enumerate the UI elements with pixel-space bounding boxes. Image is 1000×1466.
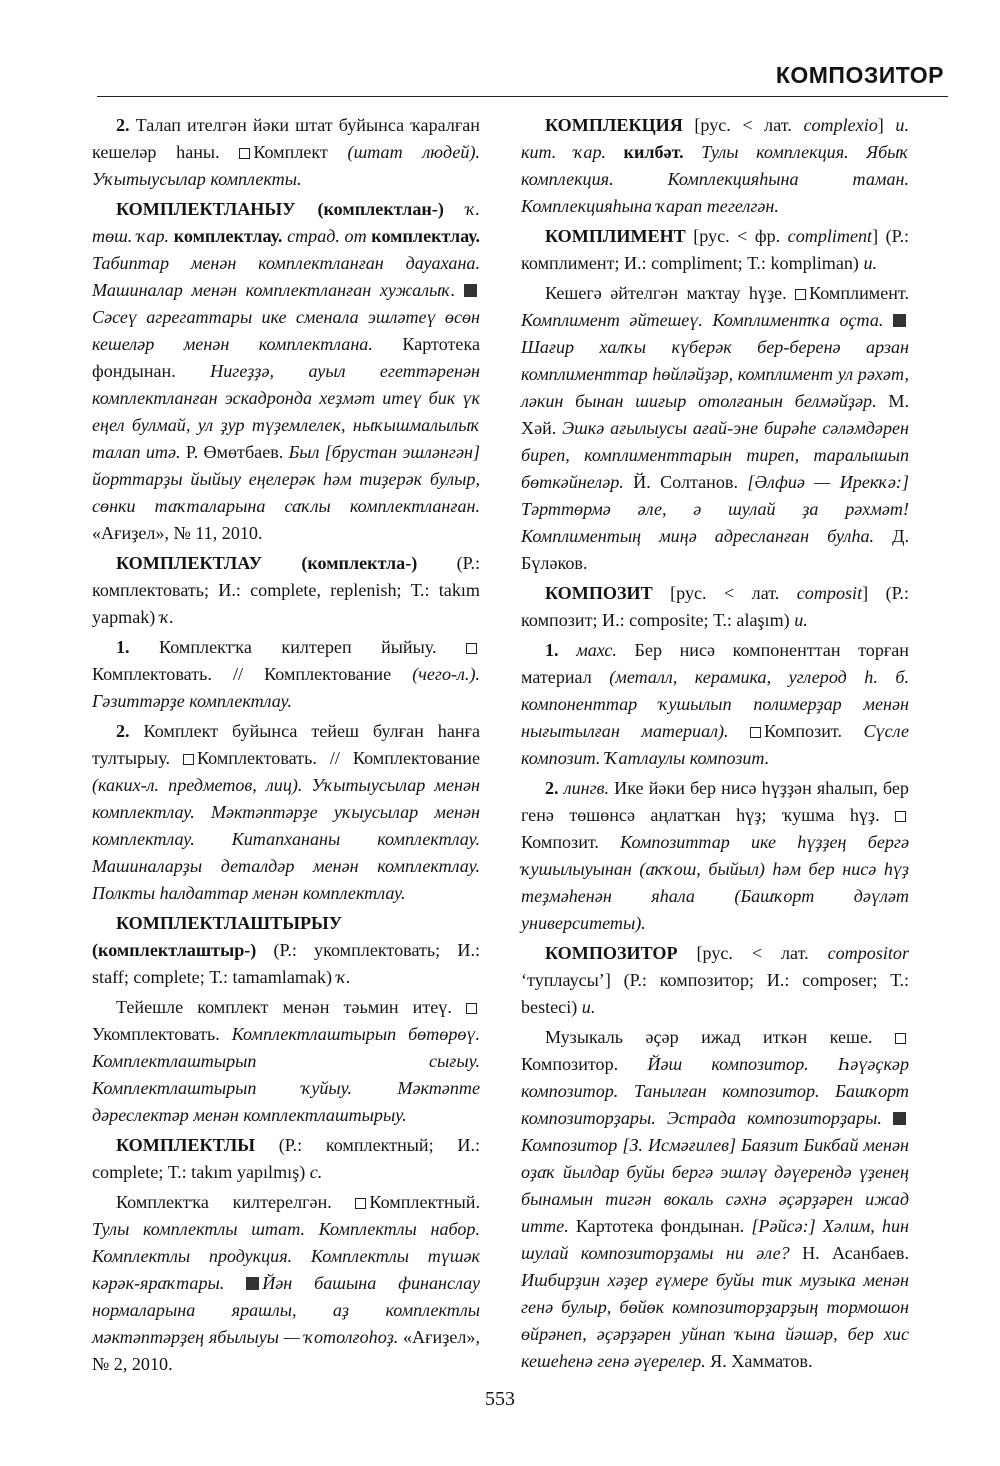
open-square-icon [466, 1003, 477, 1014]
dictionary-paragraph: Комплектҡа килтерелгән. Комплектный. Тулы комплектлы штат. Комплектлы набор. Комплектлы продукция. Комплектлы түшәк кәрәк-яраҡтары. Йән башына финанслау нормаларына ярашлы, аҙ комплектлы мәктәптәрҙең ябылыуы — ҡотолғоһоҙ. «Ағиҙел», № 2, 2010. [92, 1192, 481, 1374]
open-square-icon [183, 754, 194, 765]
dictionary-paragraph: 1. махс. Бер нисә компоненттан торған материал (металл, керамика, углерод һ. б. компоненттар ҡушылып полимерҙар менән нығытылған материал). Композит. Сүсле композит. Ҡатлаулы композит. [521, 640, 909, 768]
open-square-icon [895, 1033, 906, 1044]
filled-square-icon [464, 284, 477, 297]
dictionary-paragraph: КОМПОЗИТ [рус. < лат. composit] (Р.: композит; И.: composite; Т.: alaşım) и. [521, 583, 909, 630]
page-header [97, 56, 948, 97]
open-square-icon [239, 148, 250, 159]
page-number: 553 [485, 1388, 515, 1410]
dictionary-paragraph: 2. Талап ителгән йәки штат буйынса ҡаралған кешеләр һаны. Комплект (штат людей). Уҡытыусылар комплекты. [92, 115, 480, 189]
dictionary-paragraph: КОМПЛЕКТЛАНЫУ (комплектлан-) ҡ. төш. ҡар. комплектлау. страд. от комплектлау. Табиптар менән комплектланған дауахана. Машиналар менән комплектланған хужалыҡ. Сәсеү агрегаттары ике сменала эшләтеү өсөн кешеләр менән комплектлана. Картотека фондынан. Нигеҙҙә, ауыл егеттәренән комплектланған эскадронда хеҙмәт итеү бик үк еңел булмай, ул ҙур түҙемлелек, ныҡышмалылыҡ талап итә. Р. Өмөтбаев. Был [брустан эшләнгән] йорттарҙы йыйыу еңелерәк һәм тиҙерәк булыр, сөнки таҡталарына саҡлы комплектланған. «Ағиҙел», № 11, 2010. [92, 199, 481, 543]
open-square-icon [750, 727, 761, 738]
filled-square-icon [893, 314, 906, 327]
dictionary-paragraph: 2. лингв. Ике йәки бер нисә һүҙҙән яһалып, бер генә төшөнсә аңлатҡан һүҙ; ҡушма һүҙ. Композит. Композиттар ике һүҙҙең бергә ҡушылыуынан (аҡҡош, быйыл) һәм бер нисә һүҙ теҙмәһенән яһала (Башҡорт дәүләт университеты). [521, 778, 909, 933]
filled-square-icon [893, 1112, 906, 1125]
dictionary-paragraph: КОМПЛЕКТЛАШТЫРЫУ (комплектлаштыр-) (Р.: укомплектовать; И.: staff; complete; Т.: tamamlamak) ҡ. [92, 913, 480, 987]
dictionary-paragraph: КОМПЛЕКТЛАУ (комплектла-) (Р.: комплектовать; И.: complete, replenish; Т.: takım yapmak) ҡ. [92, 553, 480, 627]
dictionary-paragraph: КОМПЛЕКЦИЯ [рус. < лат. complexio] и. кит. ҡар. килбәт. Тулы комплекция. Ябыҡ комплекция. Комплекцияһына таман. Комплекцияһына ҡарап тегелгән. [521, 115, 909, 216]
dictionary-paragraph: КОМПОЗИТОР [рус. < лат. compositor ‘туплаусы’] (Р.: композитор; И.: composer; Т.: besteci) и. [521, 943, 909, 1017]
dictionary-paragraph: Кешегә әйтелгән маҡтау һүҙе. Комплимент. Комплимент әйтешеү. Комплиментҡа оҫта. Шағир халҡы күберәк бер-беренә арзан комплименттар һөйләйҙәр, комплимент ул рәхәт, ләкин бынан шиғыр отолғанын белмәйҙәр. М. Хәй. Эшкә ағылыусы ағай-эне бирәһе сәләмдәрен биреп, комплименттарын тиреп, таралышып бөткәйнеләр. Й. Солтанов. [Әлфиә — Ирекҡә:] Тәрттөрмә әле, ә шулай ҙа рәхмәт! Комплиментың миңә адресланған булһа. Д. Бүләков. [521, 283, 910, 573]
filled-square-icon [246, 1277, 259, 1290]
dictionary-paragraph: КОМПЛЕКТЛЫ (Р.: комплектный; И.: complete; Т.: takım yapılmış) с. [92, 1135, 480, 1182]
left-column [92, 112, 480, 1381]
open-square-icon [466, 643, 477, 654]
open-square-icon [895, 811, 906, 822]
dictionary-paragraph: Музыкаль әҫәр ижад иткән кеше. Композитор. Йәш композитор. Һәүәҫкәр композитор. Танылған композитор. Башҡорт композиторҙары. Эстрада композиторҙары. Композитор [З. Исмәғилев] Баязит Бикбай менән оҙаҡ йылдар буйы бергә эшләү дәүерендә үҙенең бынамын тигән вокаль сәхнә әҫәрҙәрен ижад итте. Картотека фондынан. [Рәйсә:] Хәлим, һин шулай композиторҙамы ни әле? Н. Асанбаев. Ишбирҙин хәҙер ғүмере буйы тик музыка менән генә булыр, бөйөк композиторҙарҙың тормошон өйрәнеп, әҫәрҙәрен уйнап ҡына йәшәр, бер хис кешеһенә генә әүерелер. Я. Хамматов. [521, 1027, 909, 1371]
open-square-icon [795, 289, 806, 300]
right-column [521, 112, 909, 1378]
dictionary-paragraph: 1. Комплектҡа килтереп йыйыу. Комплектовать. // Комплектование (чего-л.). Гәзиттәрҙе комплектлау. [92, 637, 480, 711]
dictionary-paragraph: КОМПЛИМЕНТ [рус. < фр. compliment] (Р.: комплимент; И.: compliment; Т.: kompliman) и. [521, 226, 909, 273]
open-square-icon [355, 1198, 366, 1209]
dictionary-paragraph: Тейешле комплект менән тәьмин итеү. Укомплектовать. Комплектлаштырып бөтөрөү. Комплектлаштырып сығыу. Комплектлаштырып ҡуйыу. Мәктәпте дәреслектәр менән комплектлаштырыу. [92, 997, 481, 1125]
running-head: КОМПОЗИТОР [775, 62, 944, 88]
dictionary-paragraph: 2. Комплект буйынса тейеш булған һанға тултырыу. Комплектовать. // Комплектование (каких-л. предметов, лиц). Уҡытыусылар менән комплектлау. Мәктәптәрҙе уҡыусылар менән комплектлау. Китапхананы комплектлау. Машиналарҙы деталдәр менән комплектлау. Полкты һалдаттар менән комплектлау. [92, 721, 480, 903]
